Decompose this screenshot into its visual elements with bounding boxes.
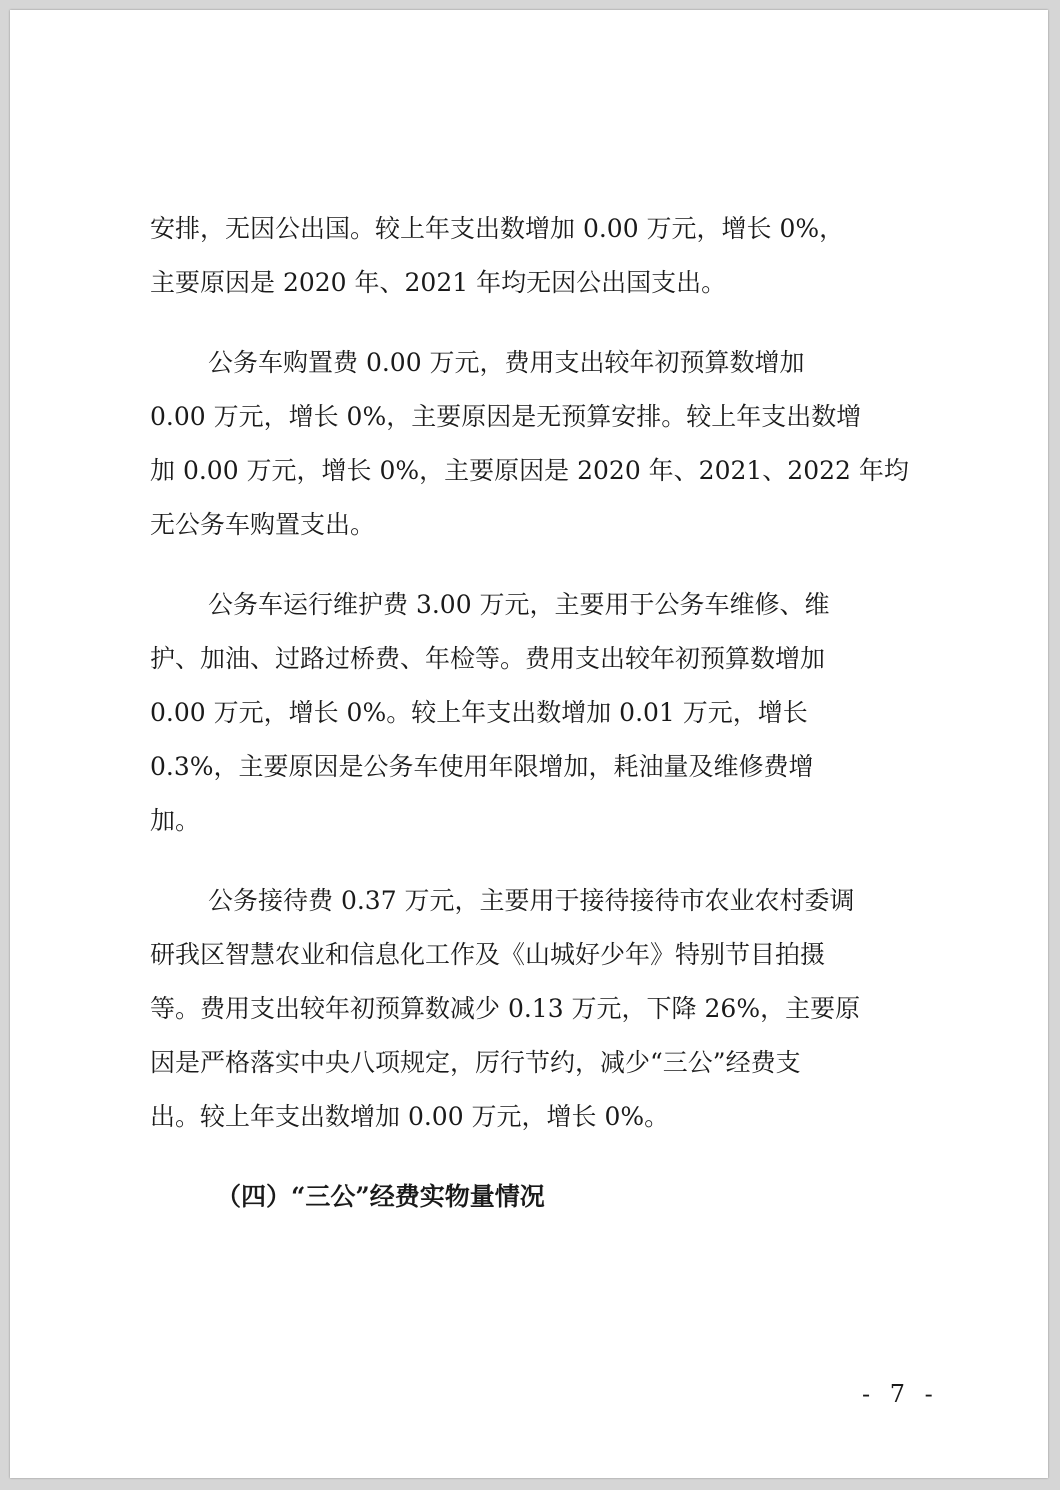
text-line: 护、加油、过路过桥费、年检等。费用支出较年初预算数增加: [150, 644, 826, 673]
text-line: 安排，无因公出国。较上年支出数增加 0.00 万元，增长 0%，: [150, 214, 845, 243]
text-line: 出。较上年支出数增加 0.00 万元，增长 0%。: [150, 1102, 670, 1131]
text-line: 等。费用支出较年初预算数减少 0.13 万元，下降 26%，主要原: [150, 994, 861, 1023]
paragraph-vehicle-maintenance: [150, 578, 926, 848]
section-heading: （四）“三公”经费实物量情况: [216, 1182, 545, 1211]
paragraph-overseas-travel: [150, 202, 926, 310]
text-line: 0.00 万元，增长 0%。较上年支出数增加 0.01 万元，增长: [150, 698, 808, 727]
text-line: 公务接待费 0.37 万元，主要用于接待接待市农业农村委调: [208, 886, 855, 915]
text-line: 加 0.00 万元，增长 0%，主要原因是 2020 年、2021、2022 年均: [150, 456, 909, 485]
document-page: [10, 10, 1048, 1478]
paragraph-reception: [150, 874, 926, 1144]
page-content: [150, 202, 926, 1224]
paragraph-vehicle-purchase: [150, 336, 926, 552]
text-line: 因是严格落实中央八项规定，厉行节约，减少“三公”经费支: [150, 1048, 801, 1077]
text-line: 公务车运行维护费 3.00 万元，主要用于公务车维修、维: [208, 590, 830, 619]
text-line: 加。: [150, 806, 201, 835]
text-line: 研我区智慧农业和信息化工作及《山城好少年》特别节目拍摄: [150, 940, 826, 969]
text-line: 无公务车购置支出。: [150, 510, 376, 539]
page-number: - 7 -: [862, 1380, 939, 1408]
text-line: 0.3%，主要原因是公务车使用年限增加，耗油量及维修费增: [150, 752, 814, 781]
text-line: 公务车购置费 0.00 万元，费用支出较年初预算数增加: [208, 348, 805, 377]
text-line: 主要原因是 2020 年、2021 年均无因公出国支出。: [150, 268, 727, 297]
text-line: 0.00 万元，增长 0%，主要原因是无预算安排。较上年支出数增: [150, 402, 862, 431]
